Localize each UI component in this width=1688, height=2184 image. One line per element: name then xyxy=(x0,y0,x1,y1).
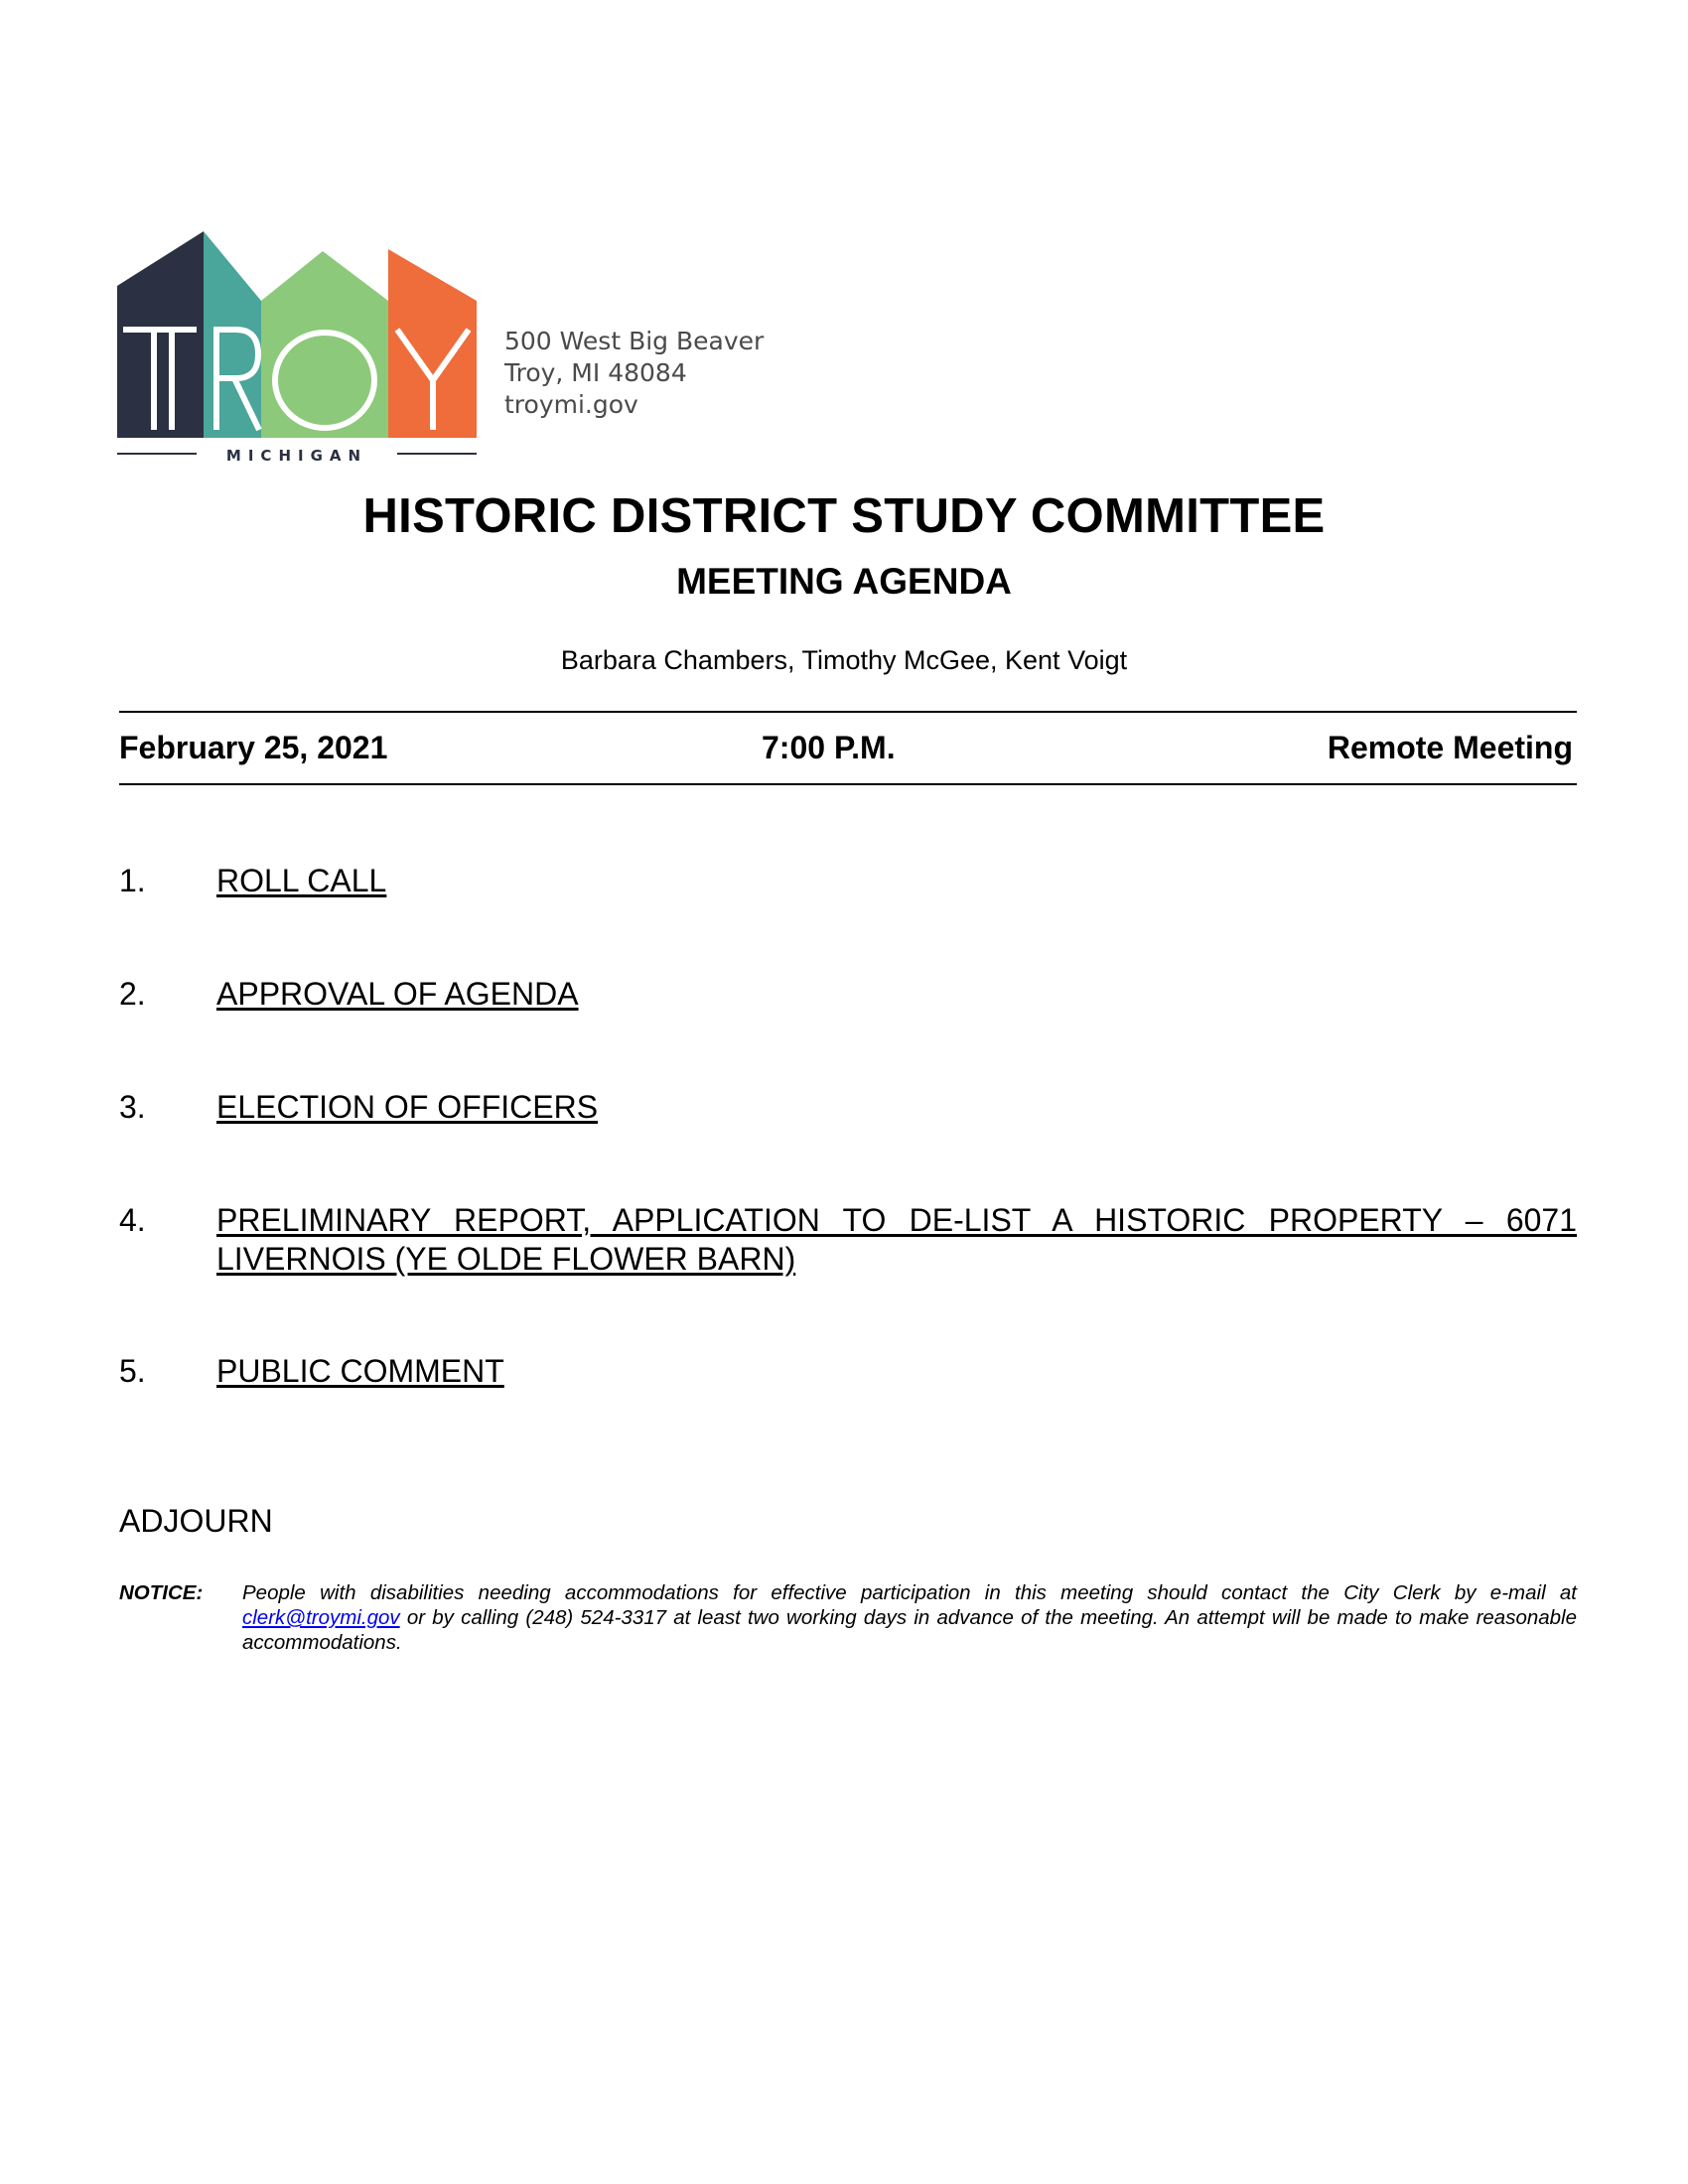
agenda-item-number: 2. xyxy=(119,976,146,1012)
adjourn-heading: ADJOURN xyxy=(119,1503,273,1539)
agenda-item-number: 1. xyxy=(119,863,146,898)
agenda-item-title: PUBLIC COMMENT xyxy=(216,1353,504,1389)
logo-michigan-text: MICHIGAN xyxy=(225,447,368,462)
agenda-item-number: 5. xyxy=(119,1353,146,1389)
logo-navy-house xyxy=(117,231,204,438)
page-title: HISTORIC DISTRICT STUDY COMMITTEE xyxy=(362,489,1326,543)
notice-block xyxy=(119,1580,1577,1655)
agenda-item-title-line2: LIVERNOIS (YE OLDE FLOWER BARN) xyxy=(216,1241,796,1277)
agenda-item xyxy=(119,1088,1577,1127)
committee-members: Barbara Chambers, Timothy McGee, Kent Voigt xyxy=(560,645,1128,675)
agenda-item-title: ELECTION OF OFFICERS xyxy=(216,1089,599,1125)
address-block xyxy=(504,326,764,421)
agenda-item-title: APPROVAL OF AGENDA xyxy=(216,976,579,1012)
page-subtitle: MEETING AGENDA xyxy=(676,561,1012,602)
agenda-item xyxy=(119,862,1577,900)
address-city: Troy, MI 48084 xyxy=(504,358,687,387)
notice-label: NOTICE: xyxy=(119,1581,204,1604)
divider-bottom xyxy=(119,783,1577,785)
notice-text xyxy=(242,1580,1577,1655)
address-website: troymi.gov xyxy=(504,390,638,419)
agenda-item-title-line1: PRELIMINARY REPORT, APPLICATION TO DE-LIST A HISTORIC PROPERTY – 6071 xyxy=(216,1202,1577,1238)
agenda-item-number: 3. xyxy=(119,1089,146,1125)
agenda-item-title: ROLL CALL xyxy=(216,863,387,898)
notice-text-after: or by calling (248) 524-3317 at least two working days in advance of the meeting. An attempt will be made to make reasonable accommodations. xyxy=(242,1606,1578,1654)
meeting-date: February 25, 2021 xyxy=(119,730,388,765)
logo-green-house xyxy=(261,251,388,438)
divider-top xyxy=(119,711,1577,713)
address-street: 500 West Big Beaver xyxy=(504,327,765,355)
meeting-time: 7:00 P.M. xyxy=(762,730,896,765)
clerk-email-link[interactable]: clerk@troymi.gov xyxy=(242,1606,400,1629)
agenda-item xyxy=(119,1201,1577,1279)
meeting-location: Remote Meeting xyxy=(1327,730,1573,765)
agenda-item-title xyxy=(216,1201,1577,1279)
agenda-item-number: 4. xyxy=(119,1202,146,1238)
troy-michigan-logo xyxy=(117,231,477,462)
agenda-item xyxy=(119,1352,1577,1391)
notice-text-before: People with disabilities needing accommodations for effective participation in this meeting should contact the City Clerk by e-mail at xyxy=(242,1581,1577,1604)
agenda-item xyxy=(119,975,1577,1014)
